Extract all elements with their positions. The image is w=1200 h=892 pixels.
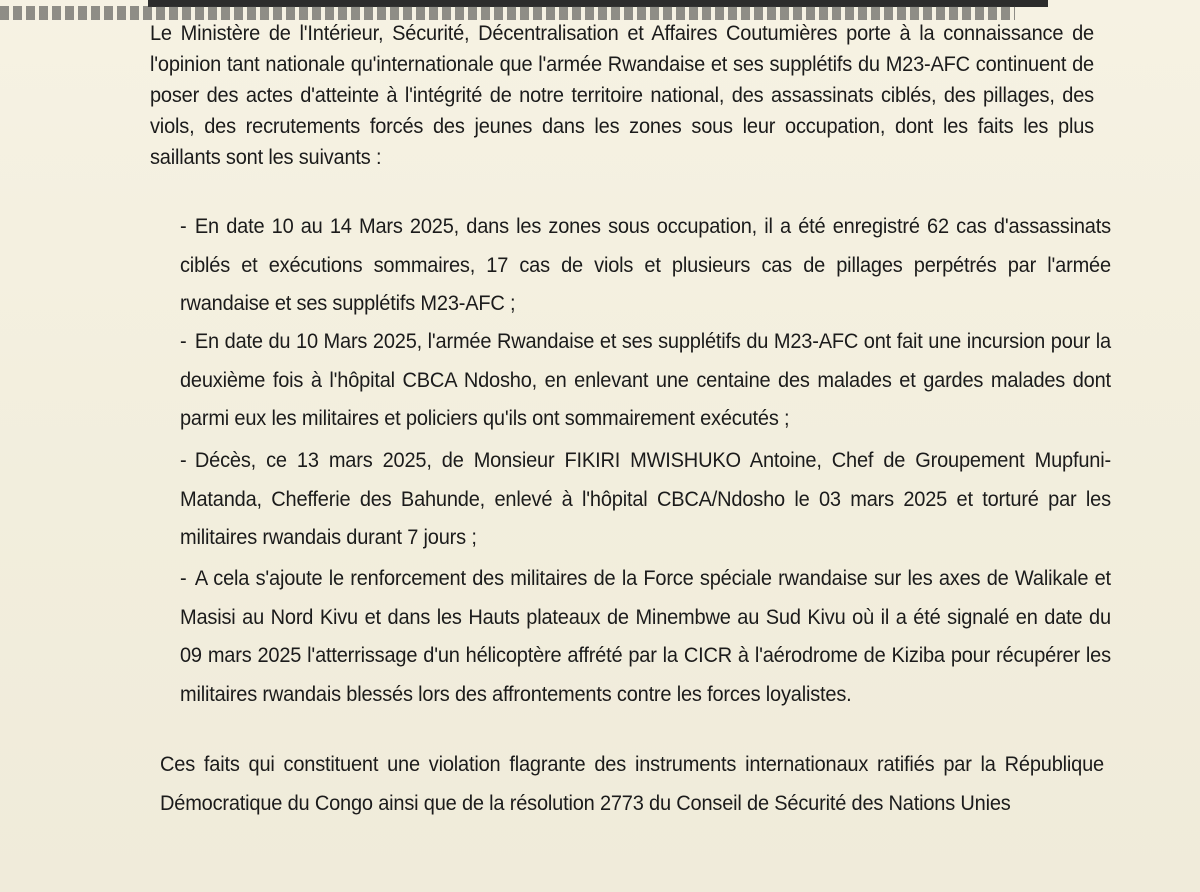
intro-paragraph: Le Ministère de l'Intérieur, Sécurité, Décentralisation et Affaires Coutumières porte à la connaissance de l'opinion tant nationale qu'internationale que l'armée Rwandaise et ses supplétifs du M23-AFC continuent de poser des actes d'atteinte à l'intégrité de notre territoire national, des assassinats ciblés, des pillages, des viols, des recrutements forcés des jeunes dans les zones sous leur occupation, dont les faits les plus saillants sont les suivants :: [150, 21, 1094, 169]
bullet-dash: -: [180, 448, 187, 472]
bullet-dash: -: [180, 329, 187, 353]
bullet-text: Décès, ce 13 mars 2025, de Monsieur FIKIRI MWISHUKO Antoine, Chef de Groupement Mupfuni-Matanda, Chefferie des Bahunde, enlevé à l'hôpital CBCA/Ndosho le 03 mars 2025 et torturé par les militaires rwandais durant 7 jours ;: [180, 448, 1111, 549]
bullet-text: En date du 10 Mars 2025, l'armée Rwandaise et ses supplétifs du M23-AFC ont fait une incursion pour la deuxième fois à l'hôpital CBCA Ndosho, en enlevant une centaine des malades et gardes malades dont parmi eux les militaires et policiers qu'ils ont sommairement exécutés ;: [180, 329, 1111, 430]
bullet-item: [180, 207, 1111, 323]
bullet-item: [180, 441, 1111, 557]
bullet-dash: -: [180, 566, 187, 590]
bullet-dash: -: [180, 214, 187, 238]
truncated-line: [0, 6, 1015, 20]
bullet-item: [180, 322, 1111, 438]
bullet-text: En date 10 au 14 Mars 2025, dans les zones sous occupation, il a été enregistré 62 cas d'assassinats ciblés et exécutions sommaires, 17 cas de viols et plusieurs cas de pillages perpétrés par l'armée rwandaise et ses supplétifs M23-AFC ;: [180, 214, 1111, 315]
closing-paragraph: Ces faits qui constituent une violation flagrante des instruments internationaux ratifiés par la République Démocratique du Congo ainsi que de la résolution 2773 du Conseil de Sécurité des Nations Unies: [160, 752, 1104, 815]
bullet-item: [180, 559, 1111, 713]
bullet-text: A cela s'ajoute le renforcement des militaires de la Force spéciale rwandaise sur les axes de Walikale et Masisi au Nord Kivu et dans les Hauts plateaux de Minembwe au Sud Kivu où il a été signalé en date du 09 mars 2025 l'atterrissage d'un hélicoptère affrété par la CICR à l'aérodrome de Kiziba pour récupérer les militaires rwandais blessés lors des affrontements contre les forces loyalistes.: [180, 566, 1111, 706]
